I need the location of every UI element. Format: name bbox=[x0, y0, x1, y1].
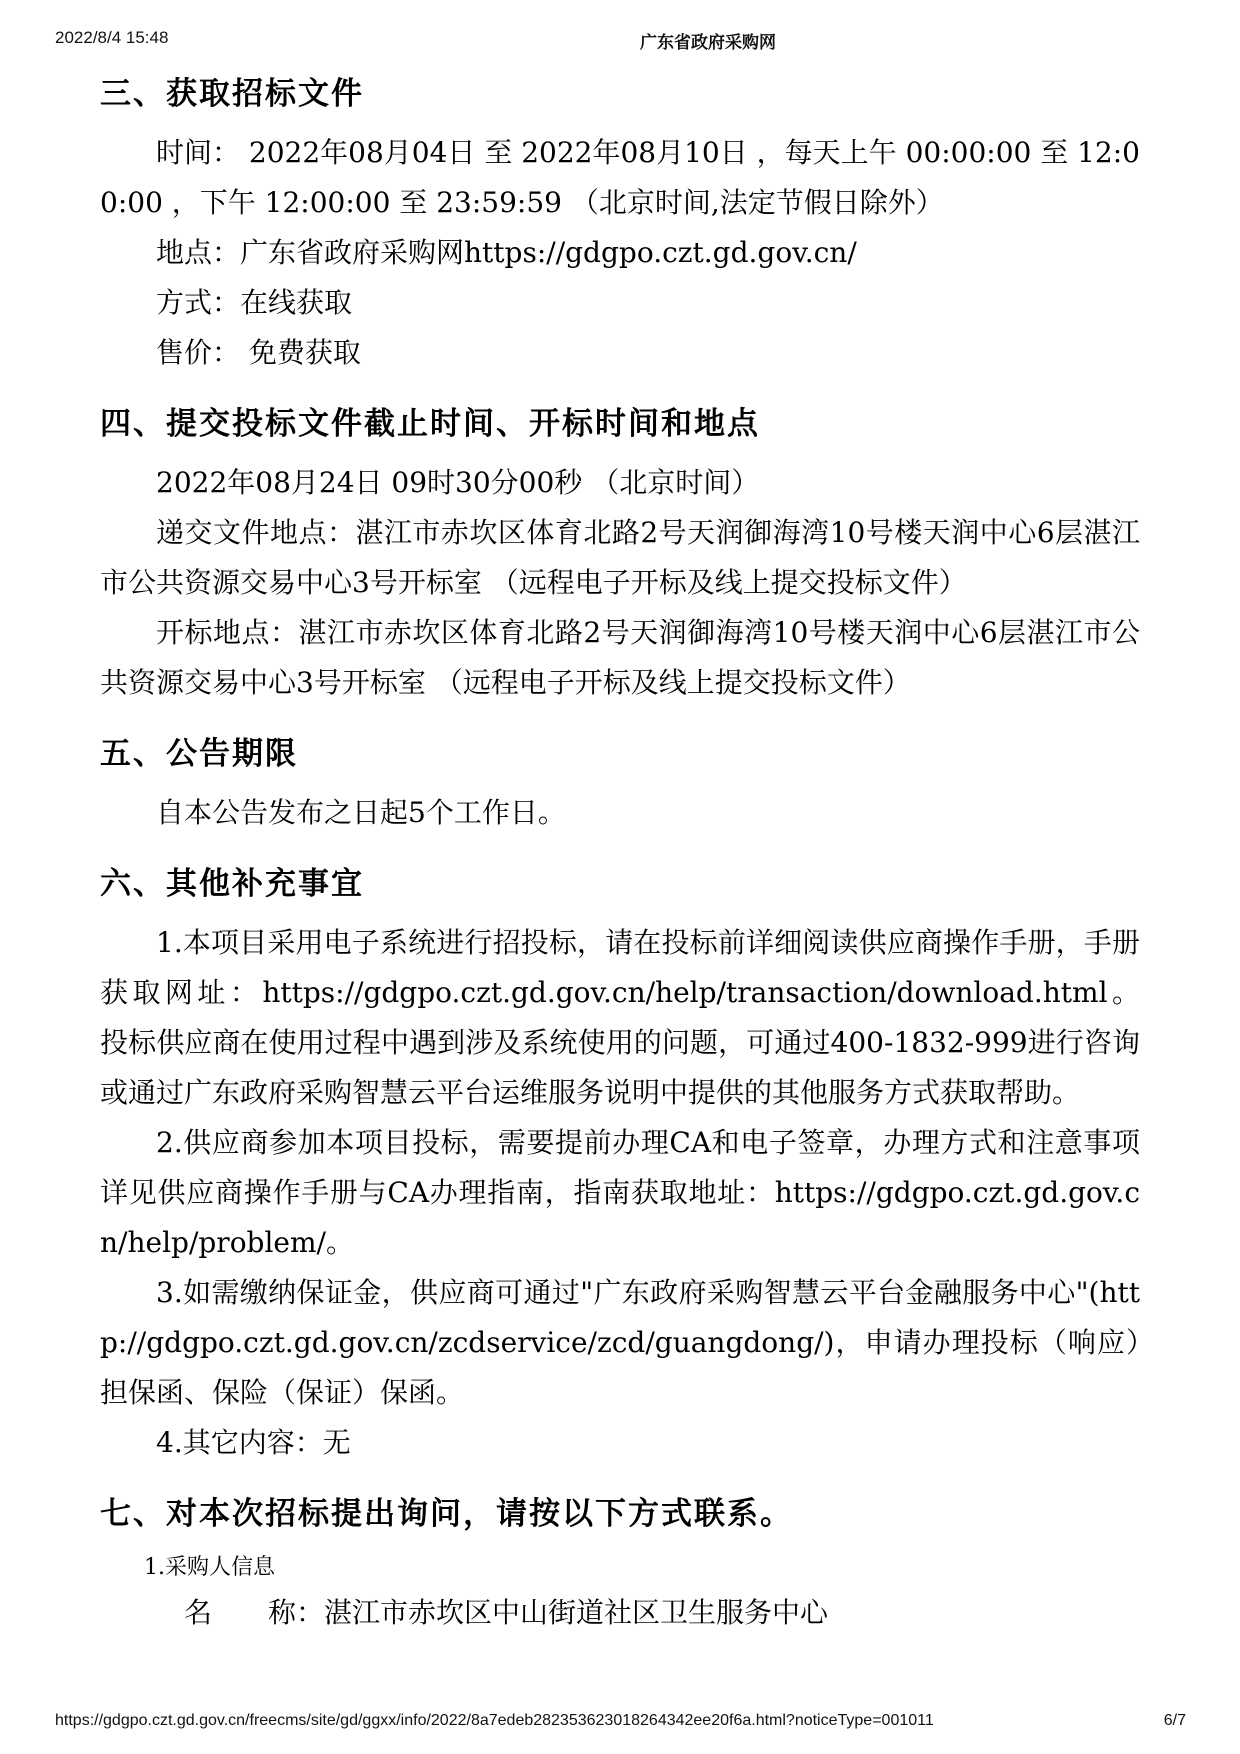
para-deadline-datetime: 2022年08月24日 09时30分00秒 （北京时间） bbox=[156, 466, 760, 499]
para-supplementary-4: 4.其它内容：无 bbox=[156, 1426, 351, 1459]
para-obtain-time: 时间： 2022年08月04日 至 2022年08月10日 ，每天上午 00:00:00 至 12:00:00 ，下午 12:00:00 至 23:59:59 （北京时间,法定节假日除外） bbox=[100, 136, 1140, 219]
para-supplementary-3: 3.如需缴纳保证金，供应商可通过"广东政府采购智慧云平台金融服务中心"(http://gdgpo.czt.gd.gov.cn/zcdservice/zcd/guangdong/)，申请办理投标（响应）担保函、保险（保证）保函。 bbox=[100, 1276, 1140, 1409]
document-body bbox=[100, 48, 1140, 1638]
print-header bbox=[55, 28, 1186, 50]
section-heading-supplementary: 六、其他补充事宜 bbox=[100, 866, 364, 902]
para-supplementary-2: 2.供应商参加本项目投标，需要提前办理CA和电子签章，办理方式和注意事项详见供应商操作手册与CA办理指南，指南获取地址：https://gdgpo.czt.gd.gov.cn/help/problem/。 bbox=[100, 1126, 1140, 1259]
print-datetime: 2022/8/4 15:48 bbox=[55, 28, 169, 47]
section-heading-submission-opening: 四、提交投标文件截止时间、开标时间和地点 bbox=[100, 406, 760, 442]
page-url: https://gdgpo.czt.gd.gov.cn/freecms/site/gd/ggxx/info/2022/8a7edeb282353623018264342ee20f6a.html?noticeType=001011 bbox=[55, 1712, 934, 1729]
print-footer bbox=[55, 1712, 1186, 1730]
para-obtain-location: 地点：广东省政府采购网https://gdgpo.czt.gd.gov.cn/ bbox=[156, 236, 857, 269]
para-obtain-method: 方式：在线获取 bbox=[156, 286, 353, 319]
purchaser-name-line: 名 称：湛江市赤坎区中山街道社区卫生服务中心 bbox=[184, 1596, 829, 1629]
section-heading-contact: 七、对本次招标提出询问，请按以下方式联系。 bbox=[100, 1496, 793, 1532]
section-heading-obtain-documents: 三、获取招标文件 bbox=[100, 76, 364, 112]
site-title: 广东省政府采购网 bbox=[640, 33, 776, 52]
page-number-indicator: 6/7 bbox=[1163, 1712, 1186, 1729]
para-obtain-price: 售价： 免费获取 bbox=[156, 336, 361, 369]
purchaser-info-label: 1.采购人信息 bbox=[144, 1555, 275, 1580]
para-submission-location: 递交文件地点：湛江市赤坎区体育北路2号天润御海湾10号楼天润中心6层湛江市公共资源交易中心3号开标室 （远程电子开标及线上提交投标文件） bbox=[100, 516, 1140, 599]
section-heading-notice-period: 五、公告期限 bbox=[100, 736, 298, 772]
para-notice-period: 自本公告发布之日起5个工作日。 bbox=[156, 796, 566, 829]
para-supplementary-1: 1.本项目采用电子系统进行招投标，请在投标前详细阅读供应商操作手册，手册获取网址：https://gdgpo.czt.gd.gov.cn/help/transaction/download.html。投标供应商在使用过程中遇到涉及系统使用的问题，可通过400-1832-999进行咨询或通过广东政府采购智慧云平台运维服务说明中提供的其他服务方式获取帮助。 bbox=[100, 926, 1140, 1109]
para-opening-location: 开标地点：湛江市赤坎区体育北路2号天润御海湾10号楼天润中心6层湛江市公共资源交易中心3号开标室 （远程电子开标及线上提交投标文件） bbox=[100, 616, 1140, 699]
